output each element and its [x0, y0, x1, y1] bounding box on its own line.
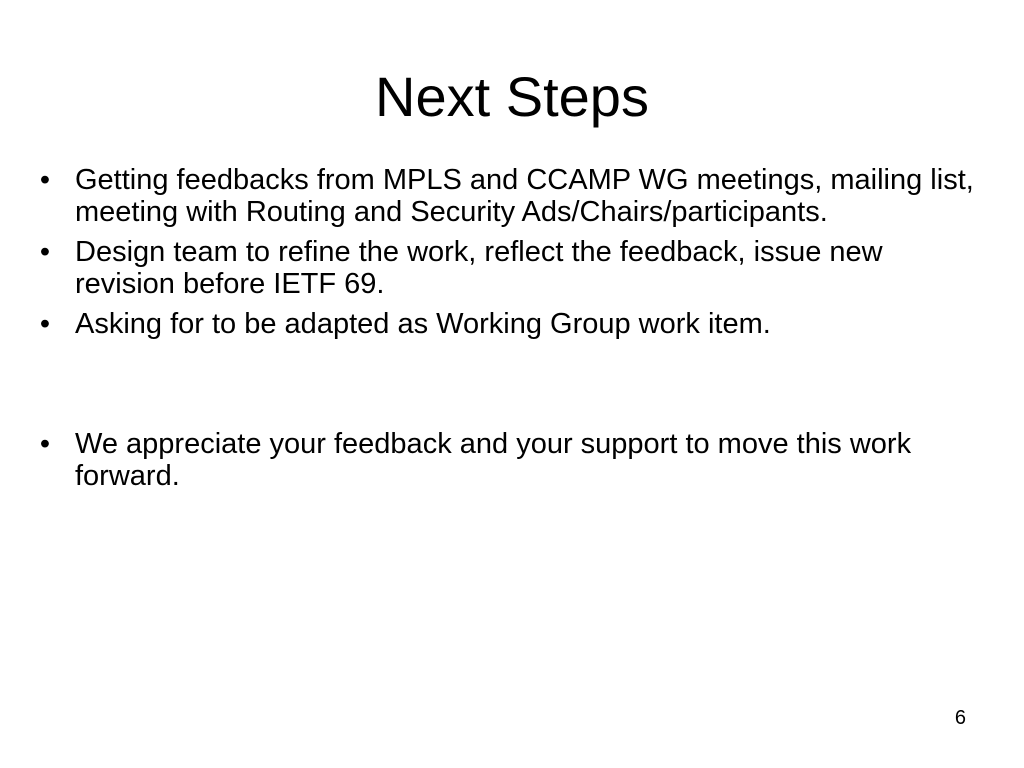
bullet-item-feedbacks [30, 164, 990, 228]
page-number: 6 [954, 707, 966, 729]
bullet-list [30, 164, 990, 500]
bullet-icon: • [39, 308, 51, 340]
bullet-text: We appreciate your feedback and your support to move this work forward. [75, 428, 912, 492]
bullet-text: Getting feedbacks from MPLS and CCAMP WG meetings, mailing list, meeting with Routing and Security Ads/Chairs/participants. [75, 164, 974, 228]
bullet-icon: • [39, 164, 51, 196]
slide-title: Next Steps [375, 65, 649, 128]
bullet-item-working-group [30, 308, 990, 340]
bullet-icon: • [39, 236, 51, 268]
bullet-item-design-team [30, 236, 990, 300]
bullet-text: Design team to refine the work, reflect the feedback, issue new revision before IETF 69. [75, 236, 883, 300]
bullet-text: Asking for to be adapted as Working Group work item. [75, 308, 771, 340]
bullet-icon: • [39, 428, 51, 460]
bullet-item-appreciation [30, 428, 990, 492]
